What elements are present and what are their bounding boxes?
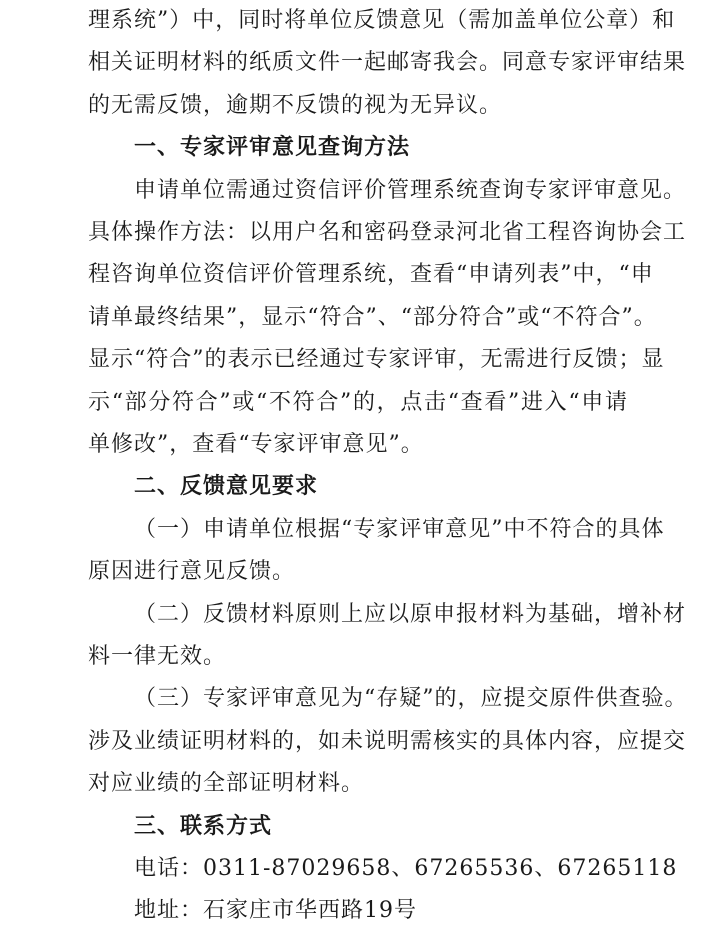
- contact-phone: 电话：0311-87029658、67265536、67265118: [134, 856, 678, 881]
- section1-line-2: 具体操作方法：以用户名和密码登录河北省工程咨询协会工: [88, 220, 687, 245]
- section3-title: 三、联系方式: [134, 813, 273, 839]
- section2-item1-line-2: 原因进行意见反馈。: [88, 559, 296, 585]
- intro-line-3: 的无需反馈，逾期不反馈的视为无异议。: [88, 92, 503, 118]
- section1-title: 一、专家评审意见查询方法: [134, 135, 411, 161]
- section1-line-6: 示“部分符合”或“不符合”的，点击“查看”进入“申请: [88, 389, 628, 415]
- section2-item2-line-2: 料一律无效。: [88, 644, 227, 669]
- contact-address: 地址：石家庄市华西路19号: [134, 898, 417, 924]
- section2-item1-line-1: （一）申请单位根据“专家评审意见”中不符合的具体: [134, 516, 665, 542]
- section1-line-7: 单修改”，查看“专家评审意见”。: [88, 432, 424, 457]
- intro-line-2: 相关证明材料的纸质文件一起邮寄我会。同意专家评审结果: [88, 50, 687, 76]
- section2-item3-line-1: （三）专家评审意见为“存疑”的，应提交原件供查验。: [134, 686, 688, 712]
- section1-line-3: 程咨询单位资信评价管理系统，查看“申请列表”中，“申: [88, 262, 654, 288]
- section1-line-5: 显示“符合”的表示已经通过专家评审，无需进行反馈；显: [88, 347, 665, 373]
- section1-line-4: 请单最终结果”，显示“符合”、“部分符合”或“不符合”。: [88, 304, 657, 330]
- intro-line-1: 理系统”）中，同时将单位反馈意见（需加盖单位公章）和: [88, 8, 676, 33]
- section2-item3-line-2: 涉及业绩证明材料的，如未说明需核实的具体内容，应提交: [88, 728, 687, 754]
- section2-title: 二、反馈意见要求: [134, 474, 319, 500]
- section2-item2-line-1: （二）反馈材料原则上应以原申报材料为基础，增补材: [134, 601, 687, 627]
- section2-item3-line-3: 对应业绩的全部证明材料。: [88, 771, 365, 797]
- section1-line-1: 申请单位需通过资信评价管理系统查询专家评审意见。: [134, 177, 687, 203]
